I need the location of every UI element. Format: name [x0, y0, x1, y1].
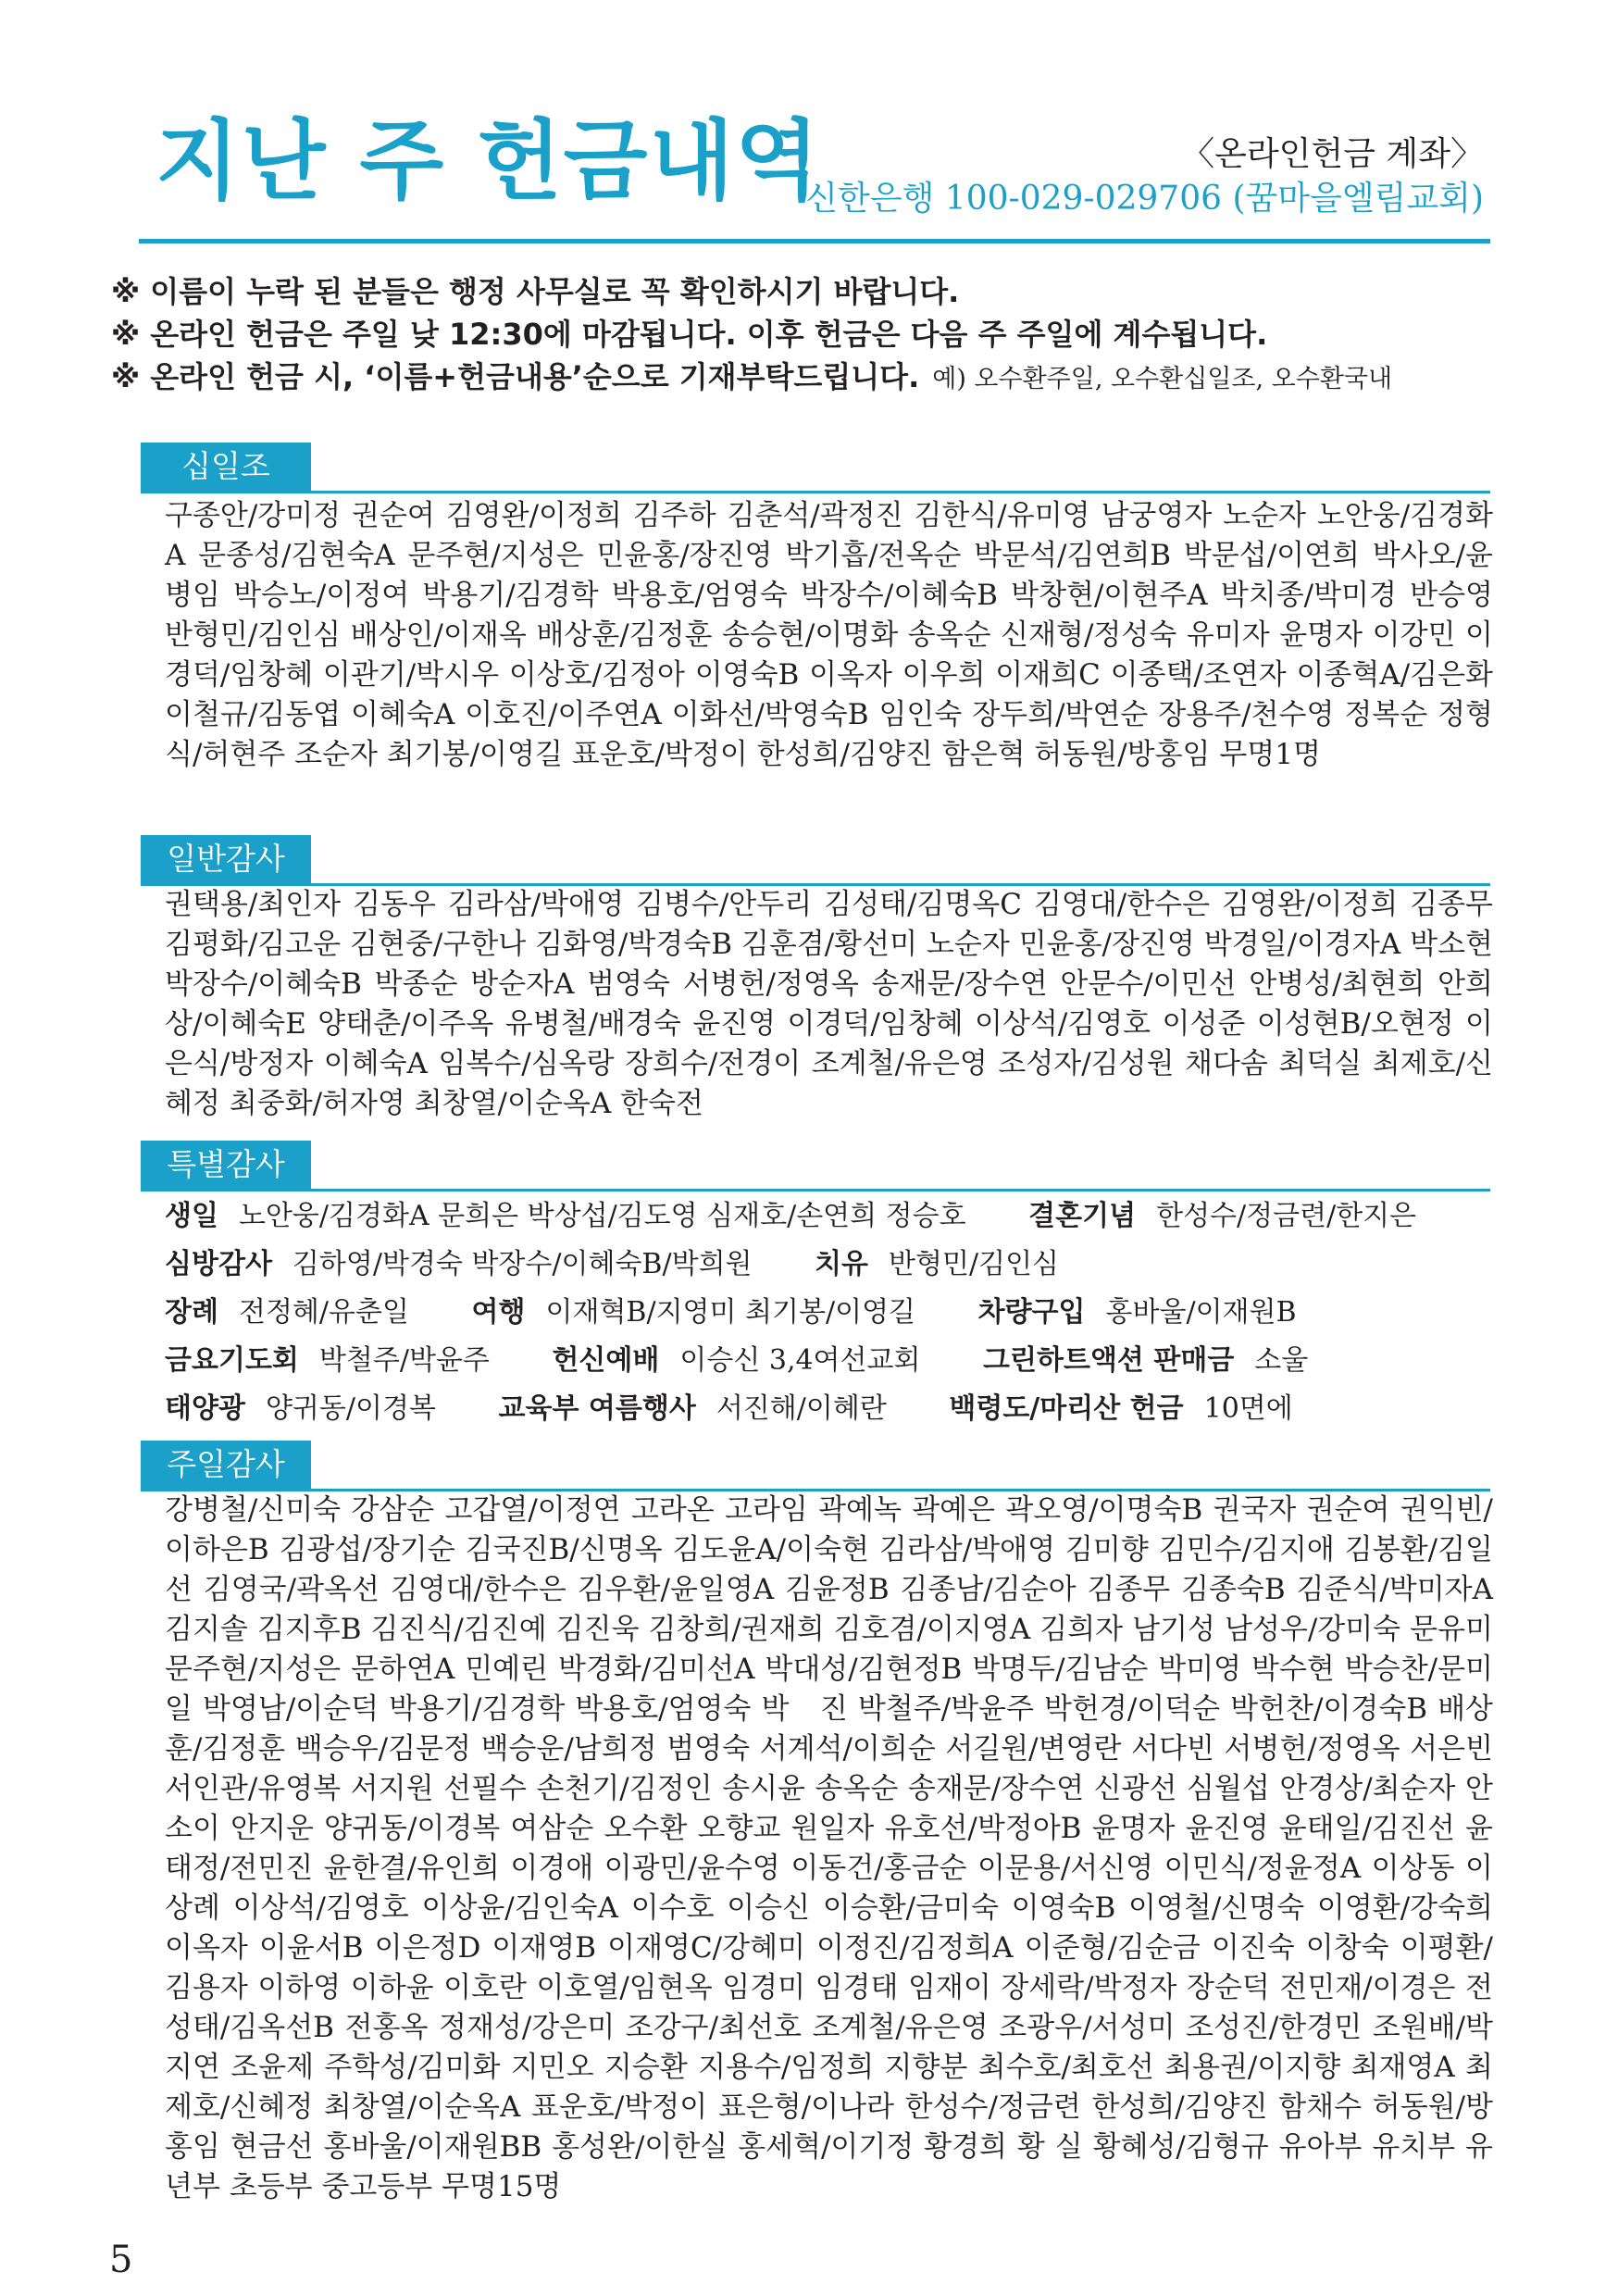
special-category: 금요기도회 [165, 1344, 299, 1377]
special-names: 김하영/박경숙 박장수/이혜숙B/박희원 [292, 1248, 753, 1280]
special-category: 치유 [815, 1248, 869, 1280]
special-row [165, 1289, 1490, 1337]
account-number: 100-029-029706 [944, 180, 1223, 218]
notice-item: ※ 온라인 헌금은 주일 낮 12:30에 마감됩니다. 이후 헌금은 다음 주 주일에 계수됩니다. [111, 317, 1268, 352]
title-divider [139, 239, 1490, 243]
tithe-names: 구종안/강미정 권순여 김영완/이정희 김주하 김춘석/곽정진 김한식/유미영 남궁영자 노순자 노안웅/김경화A 문종성/김현숙A 문주현/지성은 민윤홍/장진영 박기흡/전옥순 박문석/김연희B 박문섭/이연희 박사오/윤병임 박승노/이정여 박용기/김경학 박용호/엄영숙 박장수/이혜숙B 박창현/이현주A 박치종/박미경 반승영 반형민/김인심 배상인/이재옥 배상훈/김정훈 송승현/이명화 송옥순 신재형/정성숙 유미자 윤명자 이강민 이경덕/임창혜 이관기/박시우 이상호/김정아 이영숙B 이옥자 이우희 이재희C 이종택/조연자 이종혁A/김은화 이철규/김동엽 이혜숙A 이호진/이주연A 이화선/박영숙B 임인숙 장두희/박연순 장용주/천수영 정복순 정형식/허현주 조순자 최기봉/이영길 표운호/박정이 한성희/김양진 함은혁 허동원/방홍임 무명1명 [165, 499, 1493, 771]
special-category: 심방감사 [165, 1248, 272, 1280]
special-names: 이승신 3,4여선교회 [679, 1344, 921, 1377]
special-category: 백령도/마리산 헌금 [949, 1392, 1184, 1425]
special-row [165, 1385, 1490, 1433]
special-category: 태양광 [165, 1392, 245, 1425]
notice-example: 예) 오수환주일, 오수환십일조, 오수환국내 [932, 365, 1393, 393]
special-names: 양귀동/이경복 [265, 1392, 436, 1425]
page-title: 지난 주 헌금내역 [156, 111, 822, 212]
special-category: 그린하트액션 판매금 [983, 1344, 1235, 1377]
section-header-sunday [141, 1441, 1490, 1491]
special-names: 소울 [1254, 1344, 1309, 1377]
special-thanks-list [165, 1192, 1490, 1433]
special-names: 박철주/박윤주 [318, 1344, 490, 1377]
special-row [165, 1241, 1490, 1289]
special-row [165, 1192, 1490, 1241]
special-category: 교육부 여름행사 [498, 1392, 696, 1425]
special-names: 서진해/이혜란 [716, 1392, 887, 1425]
special-row [165, 1337, 1490, 1385]
section-label: 특별감사 [141, 1141, 311, 1189]
general-names: 권택용/최인자 김동우 김라삼/박애영 김병수/안두리 김성태/김명옥C 김영대/한수은 김영완/이정희 김종무 김평화/김고운 김현중/구한나 김화영/박경숙B 김훈겸/황선미 노순자 민윤홍/장진영 박경일/이경자A 박소현 박장수/이혜숙B 박종순 방순자A 범영숙 서병헌/정영옥 송재문/장수연 안문수/이민선 안병성/최현희 안희상/이혜숙E 양태춘/이주옥 유병철/배경숙 윤진영 이경덕/임창혜 이상석/김영호 이성준 이성현B/오현정 이은식/방정자 이혜숙A 임복수/심옥랑 장희수/전경이 조계철/유은영 조성자/김성원 채다솜 최덕실 최제호/신혜정 최중화/허자영 최창열/이순옥A 한숙전 [165, 888, 1493, 1120]
special-names: 전정혜/유춘일 [238, 1296, 409, 1329]
special-category: 생일 [165, 1200, 218, 1232]
section-label: 주일감사 [141, 1441, 311, 1489]
special-names: 이재혁B/지영미 최기봉/이영길 [545, 1296, 916, 1329]
section-label: 십일조 [141, 443, 311, 491]
notice-text: ※ 온라인 헌금 시, ‘이름+헌금내용’순으로 기재부탁드립니다. [111, 359, 920, 394]
special-category: 장례 [165, 1296, 218, 1329]
special-names: 노안웅/김경화A 문희은 박상섭/김도영 심재호/손연희 정승호 [238, 1200, 966, 1232]
account-info [805, 172, 1484, 219]
special-category: 헌신예배 [552, 1344, 660, 1377]
account-label: 〈온라인헌금 계좌〉 [1181, 135, 1484, 173]
account-bank: 신한은행 [805, 180, 935, 218]
special-names: 홍바울/이재원B [1105, 1296, 1297, 1329]
account-holder: (꿈마을엘림교회) [1232, 180, 1484, 218]
section-label: 일반감사 [141, 835, 311, 883]
special-category: 차량구입 [977, 1296, 1086, 1329]
special-names: 반형민/김인심 [889, 1248, 1060, 1280]
special-category: 여행 [471, 1296, 526, 1329]
notice-item [111, 356, 1500, 401]
section-header-general [141, 835, 1490, 886]
special-names: 10면에 [1203, 1392, 1293, 1425]
notice-list [111, 270, 1500, 401]
sunday-names: 강병철/신미숙 강삼순 고갑열/이정연 고라온 고라임 곽예녹 곽예은 곽오영/이명숙B 권국자 권순여 권익빈/이하은B 김광섭/장기순 김국진B/신명옥 김도윤A/이숙현 김라삼/박애영 김미향 김민수/김지애 김봉환/김일선 김영국/곽옥선 김영대/한수은 김우환/윤일영A 김윤정B 김종남/김순아 김종무 김종숙B 김준식/박미자A 김지솔 김지후B 김진식/김진예 김진욱 김창희/권재희 김호겸/이지영A 김희자 남기성 남성우/강미숙 문유미 문주현/지성은 문하연A 민예린 박경화/김미선A 박대성/김현정B 박명두/김남순 박미영 박수현 박승찬/문미일 박영남/이순덕 박용기/김경학 박용호/엄영숙 박 진 박철주/박윤주 박헌경/이덕순 박헌찬/이경숙B 배상훈/김정훈 백승우/김문정 백승운/남희정 범영숙 서계석/이희순 서길원/변영란 서다빈 서병헌/정영옥 서은빈 서인관/유영복 서지원 선필수 손천기/김정인 송시윤 송옥순 송재문/장수연 신광선 심월섭 안경상/최순자 안소이 안지운 양귀동/이경복 여삼순 오수환 오향교 원일자 유호선/박정아B 윤명자 윤진영 윤태일/김진선 윤태정/전민진 윤한결/유인희 이경애 이광민/윤수영 이동건/홍금순 이문용/서신영 이민식/정윤정A 이상동 이상례 이상석/김영호 이상윤/김인숙A 이수호 이승신 이승환/금미숙 이영숙B 이영철/신명숙 이영환/강숙희 이옥자 이윤서B 이은정D 이재영B 이재영C/강혜미 이정진/김정희A 이준형/김순금 이진숙 이창숙 이평환/김용자 이하영 이하윤 이호란 이호열/임현옥 임경미 임경태 임재이 장세락/박정자 장순덕 전민재/이경은 전성태/김옥선B 전홍옥 정재성/강은미 조강구/최선호 조계철/유은영 조광우/서성미 조성진/한경민 조원배/박지연 조윤제 주학성/김미화 지민오 지승환 지용수/임정희 지향분 최수호/최호선 최용권/이지향 최재영A 최제호/신혜정 최창열/이순옥A 표운호/박정이 표은형/이나라 한성수/정금련 한성희/김양진 함채수 허동원/방홍임 현금선 홍바울/이재원BB 홍성완/이한실 홍세혁/이기정 황경희 황 실 황혜성/김형규 유아부 유치부 유년부 초등부 중고등부 무명15명 [165, 1493, 1493, 2203]
page-number: 5 [109, 2239, 133, 2281]
notice-item: ※ 이름이 누락 된 분들은 행정 사무실로 꼭 확인하시기 바랍니다. [111, 274, 960, 309]
special-names: 한성수/정금련/한지은 [1156, 1200, 1417, 1232]
special-category: 결혼기념 [1028, 1200, 1137, 1232]
section-header-special [141, 1141, 1490, 1192]
section-header-tithe [141, 443, 1490, 493]
